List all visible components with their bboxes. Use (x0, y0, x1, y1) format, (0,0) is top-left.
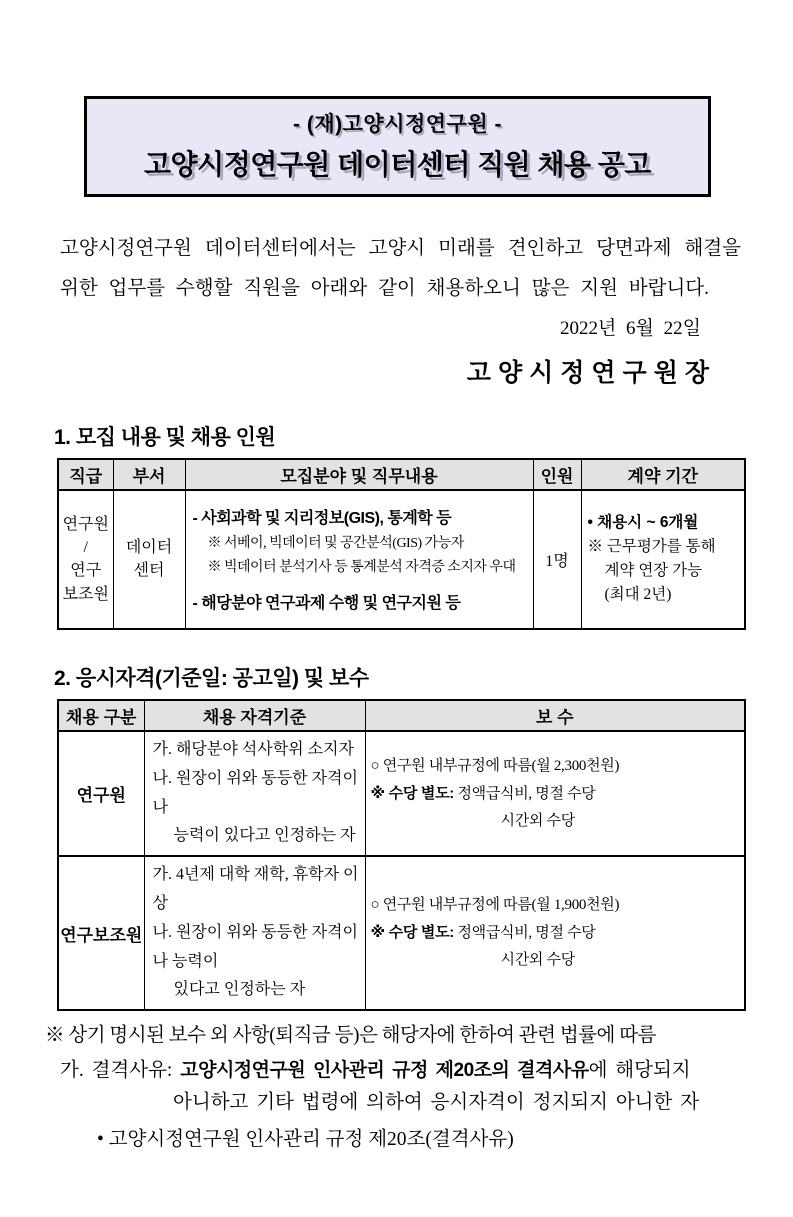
table-row-research-assistant (58, 856, 745, 1010)
duties-cell (185, 490, 533, 629)
pay-footnote: ※ 상기 명시된 보수 외 사항(퇴직금 등)은 해당자에 한하여 관련 법률에 따름 (45, 1025, 656, 1047)
signature: 고양시정연구원장 (466, 359, 716, 387)
col-header-pay: 보 수 (365, 700, 745, 731)
disqualification-note (60, 1055, 753, 1119)
duty-field-note-2: ※ 빅데이터 분석기사 등 통계분석 자격증 소지자 우대 (207, 560, 516, 576)
recruitment-table (57, 458, 746, 630)
table-row-researcher (58, 731, 745, 856)
pay-cell (365, 856, 745, 1010)
contract-note-2: 계약 연장 가능 (604, 562, 703, 580)
department-cell (113, 490, 185, 629)
org-subtitle: - (재)고양시정연구원 - (293, 113, 502, 136)
pay-allowance-line (371, 780, 743, 808)
regulation-bullet: • 고양시정연구원 인사관리 규정 제20조(결격사유) (97, 1129, 514, 1151)
intro-line-2: 위한 업무를 수행할 직원을 아래와 같이 채용하오니 많은 지원 바랍니다. (60, 277, 710, 299)
col-header-category: 채용 구분 (58, 700, 144, 731)
section1-heading: 1. 모집 내용 및 채용 인원 (54, 425, 276, 449)
pay-allowance-label: ※ 수당 별도: (370, 924, 454, 942)
announcement-date: 2022년 6월 22일 (559, 317, 701, 339)
disqualification-line-2: 아니하고 기타 법령에 의하여 응시자격이 정지되지 아니한 자 (173, 1092, 700, 1114)
qualification-line: 나. 원장이 위와 동등한 자격이나 (152, 769, 358, 816)
pay-allowance-line (371, 919, 743, 947)
department-line: 센터 (133, 562, 165, 580)
col-header-department: 부서 (113, 459, 185, 490)
rank-line: 연구 (70, 562, 102, 580)
intro-paragraph (60, 229, 741, 309)
intro-line-1: 고양시정연구원 데이터센터에서는 고양시 미래를 견인하고 당면과제 해결을 (60, 238, 741, 259)
page-title: 고양시정연구원 데이터센터 직원 채용 공고 (144, 149, 651, 180)
recruitment-table-header-row (58, 459, 745, 490)
pay-main-line: ○ 연구원 내부규정에 따름(월 1,900천원) (370, 897, 620, 914)
disqualification-regulation: 고양시정연구원 인사관리 규정 제20조의 결격사유 (180, 1060, 589, 1082)
title-box (84, 96, 711, 197)
qualification-line: 가. 해당분야 석사학위 소지자 (152, 740, 354, 758)
category-cell: 연구보조원 (58, 856, 144, 1010)
rank-cell (58, 490, 113, 629)
contract-period: • 채용시 ~ 6개월 (587, 514, 699, 532)
duty-task-title: - 해당분야 연구과제 수행 및 연구지원 등 (192, 595, 461, 613)
qualification-cell (144, 856, 365, 1010)
pay-allowance-text: 정액급식비, 명절 수당 (457, 785, 596, 802)
disqualification-suffix: 에 해당되지 (588, 1060, 691, 1082)
qualification-line: 능력이 있다고 인정하는 자 (173, 827, 356, 845)
qualification-pay-table (57, 699, 746, 1011)
pay-allowance-text: 정액급식비, 명절 수당 (457, 925, 596, 942)
rank-line: / (83, 539, 88, 557)
contract-note-1: ※ 근무평가를 통해 (587, 538, 716, 556)
col-header-contract-period: 계약 기간 (581, 459, 745, 490)
col-header-duties: 모집분야 및 직무내용 (185, 459, 533, 490)
pay-main-line: ○ 연구원 내부규정에 따름(월 2,300천원) (370, 757, 620, 774)
section2-heading: 2. 응시자격(기준일: 공고일) 및 보수 (54, 666, 369, 690)
qualification-line: 나. 원장이 위와 동등한 자격이나 능력이 (152, 923, 358, 970)
department-line: 데이터 (125, 539, 173, 557)
pay-cell (365, 731, 745, 856)
pay-allowance-label: ※ 수당 별도: (370, 784, 454, 802)
pay-overtime-line: 시간외 수당 (500, 812, 575, 829)
qualification-line: 있다고 인정하는 자 (173, 981, 306, 999)
col-header-rank: 직급 (58, 459, 113, 490)
headcount-cell: 1명 (533, 490, 581, 629)
disqualification-prefix: 가. 결격사유: (60, 1060, 181, 1082)
recruitment-table-row (58, 490, 745, 629)
qualification-line: 가. 4년제 대학 재학, 휴학자 이상 (152, 866, 359, 912)
duty-field-title: - 사회과학 및 지리정보(GIS), 통계학 등 (192, 510, 452, 528)
contract-note-3: (최대 2년) (604, 586, 672, 604)
qualification-table-header-row (58, 700, 745, 731)
qualification-cell (144, 731, 365, 856)
rank-line: 보조원 (62, 585, 109, 603)
pay-overtime-line: 시간외 수당 (500, 952, 575, 969)
col-header-headcount: 인원 (533, 459, 581, 490)
rank-line: 연구원 (62, 516, 109, 534)
category-cell: 연구원 (58, 731, 144, 856)
document-page (0, 96, 793, 1217)
duty-field-note-1: ※ 서베이, 빅데이터 및 공간분석(GIS) 가능자 (207, 536, 464, 552)
col-header-qualification: 채용 자격기준 (144, 700, 365, 731)
contract-period-cell (581, 490, 745, 629)
